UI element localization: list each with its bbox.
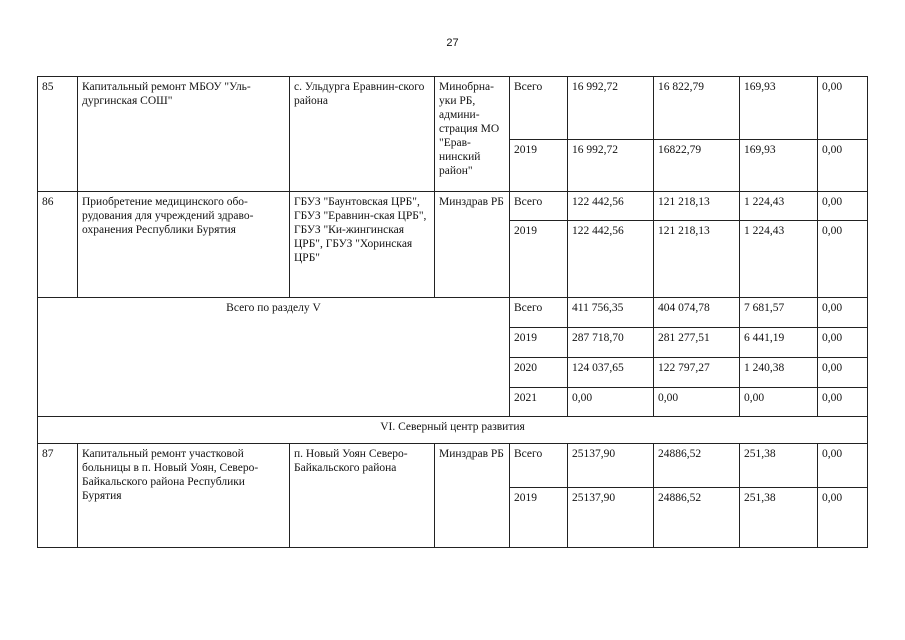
amount-federal: 16 822,79 [654,77,740,140]
amount-total: 287 718,70 [568,328,654,358]
period-label: 2019 [510,488,568,548]
period-label: 2019 [510,328,568,358]
amount-regional: 169,93 [740,140,818,192]
responsible-agency: Минздрав РБ [435,444,510,548]
amount-other: 0,00 [818,358,868,388]
project-location: ГБУЗ "Баунтовская ЦРБ", ГБУЗ "Еравнин-ская ЦРБ", ГБУЗ "Ки-жингинская ЦРБ", ГБУЗ "Хоринская ЦРБ" [290,192,435,298]
amount-federal: 121 218,13 [654,221,740,298]
amount-other: 0,00 [818,444,868,488]
amount-regional: 7 681,57 [740,298,818,328]
amount-total: 124 037,65 [568,358,654,388]
project-name: Капитальный ремонт участковой больницы в п. Новый Уоян, Северо-Байкальского района Республики Бурятия [78,444,290,548]
amount-total: 25137,90 [568,488,654,548]
amount-federal: 121 218,13 [654,192,740,221]
table-row [38,77,868,140]
amount-federal: 122 797,27 [654,358,740,388]
amount-other: 0,00 [818,328,868,358]
period-label: Всего [510,192,568,221]
page-number: 27 [446,37,459,49]
period-label: Всего [510,444,568,488]
amount-other: 0,00 [818,77,868,140]
responsible-agency: Минздрав РБ [435,192,510,298]
amount-total: 16 992,72 [568,77,654,140]
amount-other: 0,00 [818,388,868,417]
amount-other: 0,00 [818,140,868,192]
row-number: 86 [38,192,78,298]
amount-regional: 1 224,43 [740,221,818,298]
amount-other: 0,00 [818,298,868,328]
amount-regional: 0,00 [740,388,818,417]
period-label: Всего [510,77,568,140]
table-row [38,298,868,328]
amount-other: 0,00 [818,488,868,548]
amount-regional: 6 441,19 [740,328,818,358]
section-heading: VI. Северный центр развития [38,417,868,444]
period-label: 2019 [510,221,568,298]
table-row [38,417,868,444]
responsible-agency: Минобрна-уки РБ, админи-страция МО "Ерав-нинский район" [435,77,510,192]
amount-regional: 169,93 [740,77,818,140]
table-row [38,192,868,221]
project-name: Приобретение медицинского обо-рудования для учреждений здраво-охранения Республики Бурятия [78,192,290,298]
amount-regional: 251,38 [740,444,818,488]
row-number: 87 [38,444,78,548]
amount-other: 0,00 [818,221,868,298]
budget-table [37,76,868,548]
amount-total: 25137,90 [568,444,654,488]
amount-total: 16 992,72 [568,140,654,192]
row-number: 85 [38,77,78,192]
amount-federal: 24886,52 [654,488,740,548]
amount-total: 411 756,35 [568,298,654,328]
section-total-label: Всего по разделу V [38,298,510,417]
amount-federal: 281 277,51 [654,328,740,358]
amount-regional: 1 240,38 [740,358,818,388]
period-label: Всего [510,298,568,328]
table-row [38,444,868,488]
amount-total: 0,00 [568,388,654,417]
period-label: 2019 [510,140,568,192]
amount-federal: 0,00 [654,388,740,417]
amount-federal: 404 074,78 [654,298,740,328]
period-label: 2020 [510,358,568,388]
amount-federal: 16822,79 [654,140,740,192]
project-name: Капитальный ремонт МБОУ "Уль-дургинская СОШ" [78,77,290,192]
amount-regional: 251,38 [740,488,818,548]
amount-federal: 24886,52 [654,444,740,488]
amount-regional: 1 224,43 [740,192,818,221]
amount-total: 122 442,56 [568,192,654,221]
period-label: 2021 [510,388,568,417]
amount-total: 122 442,56 [568,221,654,298]
project-location: с. Ульдурга Еравнин-ского района [290,77,435,192]
amount-other: 0,00 [818,192,868,221]
project-location: п. Новый Уоян Северо-Байкальского района [290,444,435,548]
